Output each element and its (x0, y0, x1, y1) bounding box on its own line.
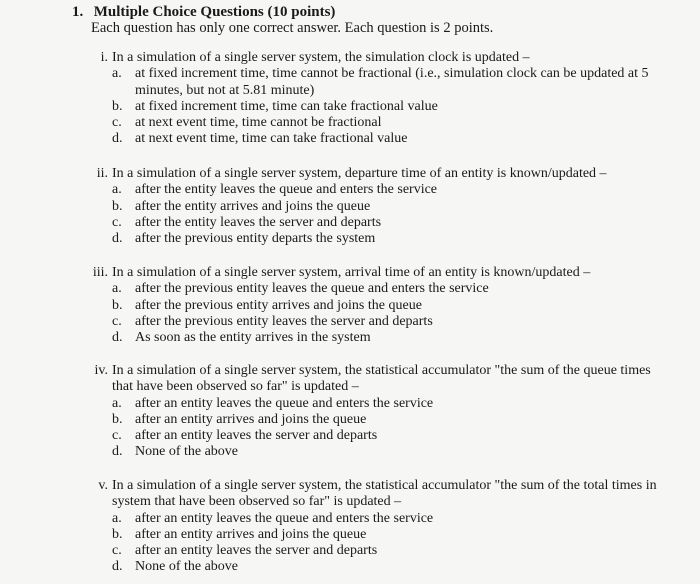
option-text: after the previous entity arrives and joins the queue (135, 297, 422, 313)
option-letter: c. (112, 214, 122, 230)
option-list (112, 281, 662, 346)
option-list (112, 66, 662, 147)
question-number: ii. (96, 166, 108, 181)
question-number: iii. (92, 265, 108, 280)
option-letter: b. (112, 198, 123, 214)
option-text: after the entity leaves the server and departs (135, 214, 382, 230)
option-c[interactable] (112, 428, 662, 444)
option-c[interactable] (112, 314, 662, 330)
option-d[interactable] (112, 330, 662, 346)
option-letter: d. (112, 330, 123, 346)
question-3 (72, 265, 662, 346)
option-text: None of the above (135, 559, 239, 575)
option-text: As soon as the entity arrives in the system (135, 330, 371, 346)
section-instructions: Each question has only one correct answer. Each question is 2 points. (91, 20, 494, 36)
option-letter: b. (112, 411, 123, 427)
option-letter: d. (112, 559, 123, 575)
option-letter: c. (112, 428, 122, 444)
option-d[interactable] (112, 559, 662, 575)
option-letter: c. (112, 115, 122, 131)
option-c[interactable] (112, 115, 662, 131)
option-text: after an entity leaves the queue and enters the service (135, 395, 434, 411)
question-number: iv. (94, 363, 108, 378)
question-number: v. (98, 478, 108, 493)
option-list (112, 182, 662, 247)
option-text: after the previous entity leaves the queue and enters the service (135, 281, 489, 297)
question-5 (72, 478, 662, 576)
section-heading (72, 4, 335, 21)
option-a[interactable] (112, 396, 662, 412)
option-letter: d. (112, 131, 123, 147)
question-stem: In a simulation of a single server system, the statistical accumulator "the sum of the total times in system that have been observed so far" is updated – (112, 478, 657, 510)
option-a[interactable] (112, 511, 662, 527)
option-b[interactable] (112, 298, 662, 314)
option-d[interactable] (112, 231, 662, 247)
option-letter: d. (112, 231, 123, 247)
option-a[interactable] (112, 182, 662, 198)
option-list (112, 511, 662, 576)
option-text: after the previous entity leaves the server and departs (135, 313, 433, 329)
option-text: after an entity arrives and joins the queue (135, 526, 367, 542)
option-letter: a. (112, 281, 122, 297)
option-text: at next event time, time cannot be fractional (135, 115, 382, 131)
option-text: after the entity leaves the queue and enters the service (135, 182, 438, 198)
option-text: at next event time, time can take fractional value (135, 131, 408, 147)
option-text: after an entity leaves the queue and enters the service (135, 510, 434, 526)
option-a[interactable] (112, 281, 662, 297)
option-b[interactable] (112, 527, 662, 543)
option-list (112, 396, 662, 461)
question-stem: In a simulation of a single server system, the statistical accumulator "the sum of the queue times that have been observed so far" is updated – (112, 363, 651, 395)
option-b[interactable] (112, 99, 662, 115)
option-text: None of the above (135, 444, 239, 460)
question-stem: In a simulation of a single server system, departure time of an entity is known/updated – (112, 166, 607, 181)
option-text: after an entity arrives and joins the queue (135, 411, 367, 427)
option-letter: a. (112, 182, 122, 198)
option-letter: a. (112, 395, 122, 411)
question-4 (72, 363, 662, 461)
option-letter: b. (112, 526, 123, 542)
option-letter: c. (112, 313, 122, 329)
option-c[interactable] (112, 543, 662, 559)
question-stem: In a simulation of a single server system, arrival time of an entity is known/updated – (112, 265, 591, 280)
section-number: 1. (72, 4, 84, 20)
option-d[interactable] (112, 444, 662, 460)
question-1 (72, 50, 662, 148)
option-text: after an entity leaves the server and departs (135, 428, 378, 444)
option-text: after the previous entity departs the system (135, 231, 376, 247)
option-d[interactable] (112, 131, 662, 147)
option-b[interactable] (112, 412, 662, 428)
option-text: at fixed increment time, time cannot be fractional (i.e., simulation clock can be updated at 5 minutes, but not at 5.81 minute) (135, 66, 649, 98)
option-text: at fixed increment time, time can take fractional value (135, 98, 438, 114)
option-letter: c. (112, 543, 122, 559)
option-letter: b. (112, 98, 123, 114)
option-letter: b. (112, 297, 123, 313)
option-letter: a. (112, 510, 122, 526)
option-text: after an entity leaves the server and departs (135, 543, 378, 559)
section-title: Multiple Choice Questions (10 points) (93, 4, 336, 20)
question-number: i. (100, 50, 108, 65)
option-letter: a. (112, 66, 122, 82)
question-2 (72, 166, 662, 247)
option-a[interactable] (112, 66, 662, 99)
option-letter: d. (112, 444, 123, 460)
question-stem: In a simulation of a single server system, the simulation clock is updated – (112, 50, 530, 65)
option-c[interactable] (112, 215, 662, 231)
option-b[interactable] (112, 199, 662, 215)
option-text: after the entity arrives and joins the queue (135, 198, 371, 214)
